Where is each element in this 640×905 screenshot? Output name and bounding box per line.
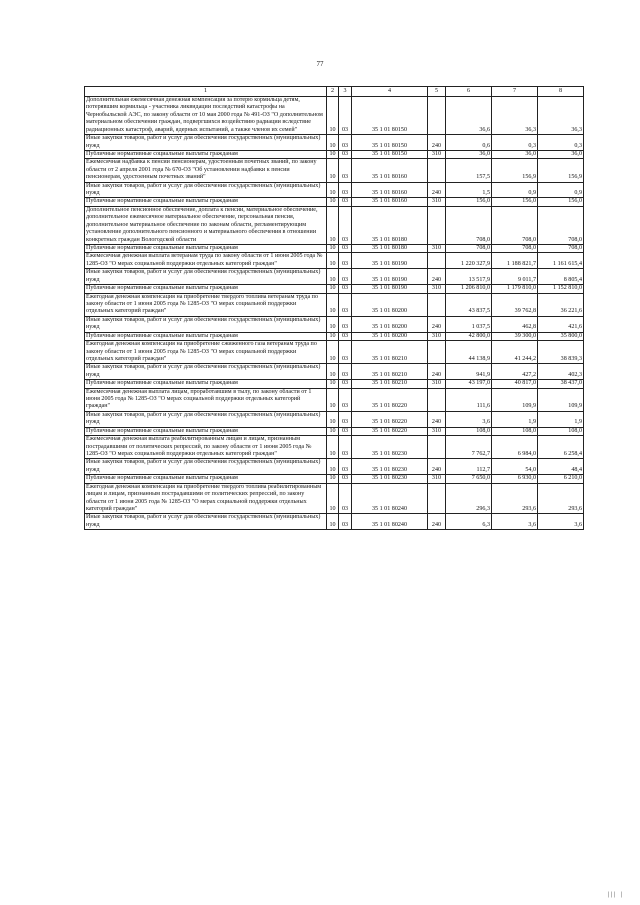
amount-year1-cell: 108,0	[446, 427, 492, 435]
expense-type-cell	[428, 159, 446, 182]
page-number: 77	[316, 60, 324, 68]
target-article-cell: 35 1 01 80230	[352, 459, 428, 475]
expense-type-cell: 240	[428, 316, 446, 332]
row-name-cell: Публичные нормативные социальные выплаты гражданам	[85, 245, 327, 253]
section-code-cell: 10	[327, 316, 339, 332]
subsection-code-cell: 03	[339, 150, 352, 158]
row-name-cell: Публичные нормативные социальные выплаты гражданам	[85, 427, 327, 435]
subsection-code-cell: 03	[339, 475, 352, 483]
amount-year2-cell: 293,6	[492, 483, 538, 514]
subsection-code-cell: 03	[339, 364, 352, 380]
subsection-code-cell: 03	[339, 245, 352, 253]
expense-type-cell: 310	[428, 198, 446, 206]
column-header: 3	[339, 87, 352, 97]
row-name-cell: Ежегодная денежная компенсация на приобретение твердого топлива реабилитированным лицам и лицам, признанным пострадавшими от политических репрессий, по закону области от 1 июня 2005 года № 1285-ОЗ "О мерах социальной поддержки отдельных категорий граждан"	[85, 483, 327, 514]
target-article-cell: 35 1 01 80150	[352, 135, 428, 151]
target-article-cell: 35 1 01 80200	[352, 316, 428, 332]
amount-year1-cell: 43 197,0	[446, 380, 492, 388]
target-article-cell: 35 1 01 80200	[352, 293, 428, 316]
target-article-cell: 35 1 01 80220	[352, 388, 428, 411]
row-name-cell: Публичные нормативные социальные выплаты гражданам	[85, 198, 327, 206]
amount-year3-cell: 0,3	[538, 135, 584, 151]
section-code-cell: 10	[327, 135, 339, 151]
amount-year2-cell: 6 984,0	[492, 436, 538, 459]
subsection-code-cell: 03	[339, 459, 352, 475]
row-name-cell: Публичные нормативные социальные выплаты гражданам	[85, 332, 327, 340]
subsection-code-cell: 03	[339, 380, 352, 388]
amount-year1-cell: 1 206 810,0	[446, 285, 492, 293]
amount-year3-cell: 708,0	[538, 245, 584, 253]
subsection-code-cell: 03	[339, 159, 352, 182]
amount-year3-cell: 402,3	[538, 364, 584, 380]
table-row	[85, 380, 584, 388]
section-code-cell: 10	[327, 341, 339, 364]
row-name-cell: Иные закупки товаров, работ и услуг для обеспечения государственных (муниципальных) нужд	[85, 182, 327, 198]
expense-type-cell: 310	[428, 475, 446, 483]
target-article-cell: 35 1 01 80190	[352, 285, 428, 293]
amount-year2-cell: 39 762,8	[492, 293, 538, 316]
section-code-cell: 10	[327, 475, 339, 483]
amount-year2-cell: 109,9	[492, 388, 538, 411]
amount-year3-cell: 3,6	[538, 514, 584, 530]
amount-year2-cell: 9 011,7	[492, 269, 538, 285]
amount-year3-cell: 0,9	[538, 182, 584, 198]
amount-year2-cell: 3,6	[492, 514, 538, 530]
table-row	[85, 436, 584, 459]
subsection-code-cell: 03	[339, 285, 352, 293]
amount-year1-cell: 3,6	[446, 411, 492, 427]
expense-type-cell: 310	[428, 332, 446, 340]
amount-year1-cell: 0,6	[446, 135, 492, 151]
amount-year1-cell: 112,7	[446, 459, 492, 475]
amount-year3-cell: 109,9	[538, 388, 584, 411]
column-header: 1	[85, 87, 327, 97]
amount-year3-cell: 38 839,3	[538, 341, 584, 364]
subsection-code-cell: 03	[339, 341, 352, 364]
subsection-code-cell: 03	[339, 97, 352, 135]
subsection-code-cell: 03	[339, 388, 352, 411]
expense-type-cell: 310	[428, 245, 446, 253]
amount-year1-cell: 6,3	[446, 514, 492, 530]
amount-year2-cell: 708,0	[492, 206, 538, 244]
amount-year3-cell: 36,3	[538, 97, 584, 135]
expense-type-cell	[428, 253, 446, 269]
section-code-cell: 10	[327, 285, 339, 293]
subsection-code-cell: 03	[339, 332, 352, 340]
amount-year2-cell: 1 188 821,7	[492, 253, 538, 269]
section-code-cell: 10	[327, 269, 339, 285]
row-name-cell: Ежегодная денежная компенсация на приобретение твердого топлива ветеранам труда по закону области от 1 июня 2005 года № 1285-ОЗ "О мерах социальной поддержки отдельных категорий граждан"	[85, 293, 327, 316]
row-name-cell: Дополнительное пенсионное обеспечение, доплата к пенсии, материальное обеспечение, дополнительное ежемесячное материальное обеспечение, персональная пенсия, дополнительное материальное обеспечение по законам области, регламентирующим установление дополнительного пенсионного и материального обеспечения в отношении конкретных граждан Вологодской области	[85, 206, 327, 244]
target-article-cell: 35 1 01 80240	[352, 483, 428, 514]
amount-year1-cell: 941,9	[446, 364, 492, 380]
row-name-cell: Ежемесячная денежная выплата ветеранам труда по закону области от 1 июня 2005 года № 1285-ОЗ "О мерах социальной поддержки отдельных категорий граждан"	[85, 253, 327, 269]
row-name-cell: Публичные нормативные социальные выплаты гражданам	[85, 475, 327, 483]
amount-year3-cell: 36,0	[538, 150, 584, 158]
row-name-cell: Иные закупки товаров, работ и услуг для обеспечения государственных (муниципальных) нужд	[85, 364, 327, 380]
section-code-cell: 10	[327, 427, 339, 435]
row-name-cell: Иные закупки товаров, работ и услуг для обеспечения государственных (муниципальных) нужд	[85, 514, 327, 530]
row-name-cell: Ежемесячная денежная выплата лицам, проработавшим в тылу, по закону области от 1 июня 2005 года № 1285-ОЗ "О мерах социальной поддержки отдельных категорий граждан"	[85, 388, 327, 411]
amount-year2-cell: 40 817,0	[492, 380, 538, 388]
amount-year2-cell: 36,3	[492, 97, 538, 135]
column-header: 6	[446, 87, 492, 97]
amount-year3-cell: 108,0	[538, 427, 584, 435]
row-name-cell: Иные закупки товаров, работ и услуг для обеспечения государственных (муниципальных) нужд	[85, 269, 327, 285]
amount-year1-cell: 7 762,7	[446, 436, 492, 459]
table-row	[85, 332, 584, 340]
target-article-cell: 35 1 01 80210	[352, 364, 428, 380]
amount-year2-cell: 108,0	[492, 427, 538, 435]
section-code-cell: 10	[327, 198, 339, 206]
table-row	[85, 364, 584, 380]
table-row	[85, 150, 584, 158]
table-row	[85, 97, 584, 135]
section-code-cell: 10	[327, 245, 339, 253]
target-article-cell: 35 1 01 80160	[352, 198, 428, 206]
subsection-code-cell: 03	[339, 135, 352, 151]
amount-year1-cell: 13 517,9	[446, 269, 492, 285]
amount-year3-cell: 156,9	[538, 159, 584, 182]
expense-type-cell: 240	[428, 514, 446, 530]
amount-year3-cell: 421,6	[538, 316, 584, 332]
section-code-cell: 10	[327, 436, 339, 459]
footer-mark: ||| |	[607, 892, 624, 898]
section-code-cell: 10	[327, 364, 339, 380]
amount-year2-cell: 427,2	[492, 364, 538, 380]
table-row	[85, 341, 584, 364]
amount-year2-cell: 708,0	[492, 245, 538, 253]
expense-type-cell	[428, 483, 446, 514]
table-row	[85, 427, 584, 435]
row-name-cell: Иные закупки товаров, работ и услуг для обеспечения государственных (муниципальных) нужд	[85, 459, 327, 475]
subsection-code-cell: 03	[339, 253, 352, 269]
section-code-cell: 10	[327, 293, 339, 316]
target-article-cell: 35 1 01 80180	[352, 206, 428, 244]
expense-type-cell: 240	[428, 411, 446, 427]
amount-year2-cell: 41 244,2	[492, 341, 538, 364]
section-code-cell: 10	[327, 206, 339, 244]
amount-year2-cell: 0,3	[492, 135, 538, 151]
expense-type-cell: 310	[428, 150, 446, 158]
table-row	[85, 388, 584, 411]
table-row	[85, 206, 584, 244]
section-code-cell: 10	[327, 182, 339, 198]
row-name-cell: Ежегодная денежная компенсация на приобретение сжиженного газа ветеранам труда по закону области от 1 июня 2005 года № 1285-ОЗ "О мерах социальной поддержки отдельных категорий граждан"	[85, 341, 327, 364]
table-row	[85, 245, 584, 253]
section-code-cell: 10	[327, 253, 339, 269]
row-name-cell: Иные закупки товаров, работ и услуг для обеспечения государственных (муниципальных) нужд	[85, 411, 327, 427]
target-article-cell: 35 1 01 80190	[352, 253, 428, 269]
amount-year3-cell: 6 210,0	[538, 475, 584, 483]
target-article-cell: 35 1 01 80160	[352, 182, 428, 198]
subsection-code-cell: 03	[339, 293, 352, 316]
amount-year3-cell: 6 258,4	[538, 436, 584, 459]
expense-type-cell: 310	[428, 427, 446, 435]
amount-year3-cell: 38 437,0	[538, 380, 584, 388]
amount-year1-cell: 157,5	[446, 159, 492, 182]
row-name-cell: Иные закупки товаров, работ и услуг для обеспечения государственных (муниципальных) нужд	[85, 316, 327, 332]
table-row	[85, 316, 584, 332]
section-code-cell: 10	[327, 411, 339, 427]
subsection-code-cell: 03	[339, 411, 352, 427]
subsection-code-cell: 03	[339, 206, 352, 244]
target-article-cell: 35 1 01 80160	[352, 159, 428, 182]
subsection-code-cell: 03	[339, 483, 352, 514]
table-row	[85, 182, 584, 198]
expense-type-cell	[428, 293, 446, 316]
expense-type-cell: 240	[428, 135, 446, 151]
amount-year3-cell: 35 800,0	[538, 332, 584, 340]
amount-year1-cell: 36,0	[446, 150, 492, 158]
section-code-cell: 10	[327, 150, 339, 158]
amount-year2-cell: 462,8	[492, 316, 538, 332]
expense-type-cell	[428, 388, 446, 411]
amount-year2-cell: 156,9	[492, 159, 538, 182]
section-code-cell: 10	[327, 159, 339, 182]
row-name-cell: Ежемесячная надбавка к пенсии пенсионерам, удостоенным почетных званий, по закону области от 2 апреля 2001 года № 670-ОЗ "Об установлении надбавки к пенсии пенсионерам, удостоенным почетных званий"	[85, 159, 327, 182]
row-name-cell: Публичные нормативные социальные выплаты гражданам	[85, 150, 327, 158]
amount-year1-cell: 296,3	[446, 483, 492, 514]
section-code-cell: 10	[327, 483, 339, 514]
amount-year3-cell: 1 161 615,4	[538, 253, 584, 269]
column-header: 8	[538, 87, 584, 97]
expense-type-cell	[428, 341, 446, 364]
target-article-cell: 35 1 01 80220	[352, 427, 428, 435]
column-header: 7	[492, 87, 538, 97]
table-row	[85, 198, 584, 206]
target-article-cell: 35 1 01 80230	[352, 475, 428, 483]
amount-year3-cell: 156,0	[538, 198, 584, 206]
table-row	[85, 269, 584, 285]
table-row	[85, 285, 584, 293]
expense-type-cell: 310	[428, 285, 446, 293]
column-number-row	[85, 87, 584, 97]
column-header: 2	[327, 87, 339, 97]
amount-year2-cell: 6 930,0	[492, 475, 538, 483]
budget-table	[84, 86, 584, 530]
section-code-cell: 10	[327, 388, 339, 411]
target-article-cell: 35 1 01 80190	[352, 269, 428, 285]
amount-year1-cell: 156,0	[446, 198, 492, 206]
amount-year1-cell: 708,0	[446, 245, 492, 253]
expense-type-cell: 240	[428, 269, 446, 285]
amount-year1-cell: 36,6	[446, 97, 492, 135]
amount-year1-cell: 708,0	[446, 206, 492, 244]
amount-year3-cell: 8 805,4	[538, 269, 584, 285]
section-code-cell: 10	[327, 97, 339, 135]
column-header: 5	[428, 87, 446, 97]
expense-type-cell: 240	[428, 182, 446, 198]
target-article-cell: 35 1 01 80230	[352, 436, 428, 459]
amount-year2-cell: 1 179 810,0	[492, 285, 538, 293]
expense-type-cell: 310	[428, 380, 446, 388]
row-name-cell: Дополнительная ежемесячная денежная компенсация за потерю кормильца детям, потерявшим кормильца - участника ликвидации последствий катастрофы на Чернобыльской АЭС, по закону области от 10 мая 2000 года № 491-ОЗ "О дополнительном материальном обеспечении граждан, подвергшихся воздействию радиации вследствие радиационных катастроф, аварий, ядерных испытаний, а также членов их семей"	[85, 97, 327, 135]
expense-type-cell	[428, 97, 446, 135]
section-code-cell: 10	[327, 380, 339, 388]
table-row	[85, 411, 584, 427]
expense-type-cell: 240	[428, 459, 446, 475]
amount-year2-cell: 36,0	[492, 150, 538, 158]
table-row	[85, 293, 584, 316]
amount-year3-cell: 48,4	[538, 459, 584, 475]
expense-type-cell: 240	[428, 364, 446, 380]
amount-year3-cell: 1 152 810,0	[538, 285, 584, 293]
amount-year1-cell: 1 037,5	[446, 316, 492, 332]
amount-year3-cell: 1,9	[538, 411, 584, 427]
target-article-cell: 35 1 01 80210	[352, 341, 428, 364]
amount-year2-cell: 54,0	[492, 459, 538, 475]
row-name-cell: Публичные нормативные социальные выплаты гражданам	[85, 380, 327, 388]
target-article-cell: 35 1 01 80220	[352, 411, 428, 427]
subsection-code-cell: 03	[339, 269, 352, 285]
subsection-code-cell: 03	[339, 514, 352, 530]
table-row	[85, 253, 584, 269]
target-article-cell: 35 1 01 80150	[352, 97, 428, 135]
section-code-cell: 10	[327, 459, 339, 475]
row-name-cell: Ежемесячная денежная выплата реабилитированным лицам и лицам, признанным пострадавшими от политических репрессий, по закону области от 1 июня 2005 года № 1285-ОЗ "О мерах социальной поддержки отдельных категорий граждан"	[85, 436, 327, 459]
target-article-cell: 35 1 01 80240	[352, 514, 428, 530]
expense-type-cell	[428, 206, 446, 244]
amount-year2-cell: 156,0	[492, 198, 538, 206]
amount-year3-cell: 708,0	[538, 206, 584, 244]
column-header: 4	[352, 87, 428, 97]
table-row	[85, 135, 584, 151]
section-code-cell: 10	[327, 514, 339, 530]
amount-year1-cell: 111,6	[446, 388, 492, 411]
table-row	[85, 459, 584, 475]
row-name-cell: Публичные нормативные социальные выплаты гражданам	[85, 285, 327, 293]
subsection-code-cell: 03	[339, 436, 352, 459]
amount-year3-cell: 293,6	[538, 483, 584, 514]
amount-year1-cell: 1,5	[446, 182, 492, 198]
subsection-code-cell: 03	[339, 182, 352, 198]
target-article-cell: 35 1 01 80200	[352, 332, 428, 340]
table-row	[85, 475, 584, 483]
amount-year1-cell: 43 837,5	[446, 293, 492, 316]
section-code-cell: 10	[327, 332, 339, 340]
amount-year1-cell: 44 138,9	[446, 341, 492, 364]
table-row	[85, 514, 584, 530]
subsection-code-cell: 03	[339, 198, 352, 206]
amount-year1-cell: 42 800,0	[446, 332, 492, 340]
target-article-cell: 35 1 01 80150	[352, 150, 428, 158]
amount-year3-cell: 36 221,6	[538, 293, 584, 316]
row-name-cell: Иные закупки товаров, работ и услуг для обеспечения государственных (муниципальных) нужд	[85, 135, 327, 151]
subsection-code-cell: 03	[339, 427, 352, 435]
amount-year2-cell: 0,9	[492, 182, 538, 198]
amount-year2-cell: 1,9	[492, 411, 538, 427]
amount-year1-cell: 1 220 327,9	[446, 253, 492, 269]
expense-type-cell	[428, 436, 446, 459]
target-article-cell: 35 1 01 80210	[352, 380, 428, 388]
table-row	[85, 159, 584, 182]
amount-year2-cell: 39 300,0	[492, 332, 538, 340]
target-article-cell: 35 1 01 80180	[352, 245, 428, 253]
amount-year1-cell: 7 650,0	[446, 475, 492, 483]
subsection-code-cell: 03	[339, 316, 352, 332]
table-row	[85, 483, 584, 514]
